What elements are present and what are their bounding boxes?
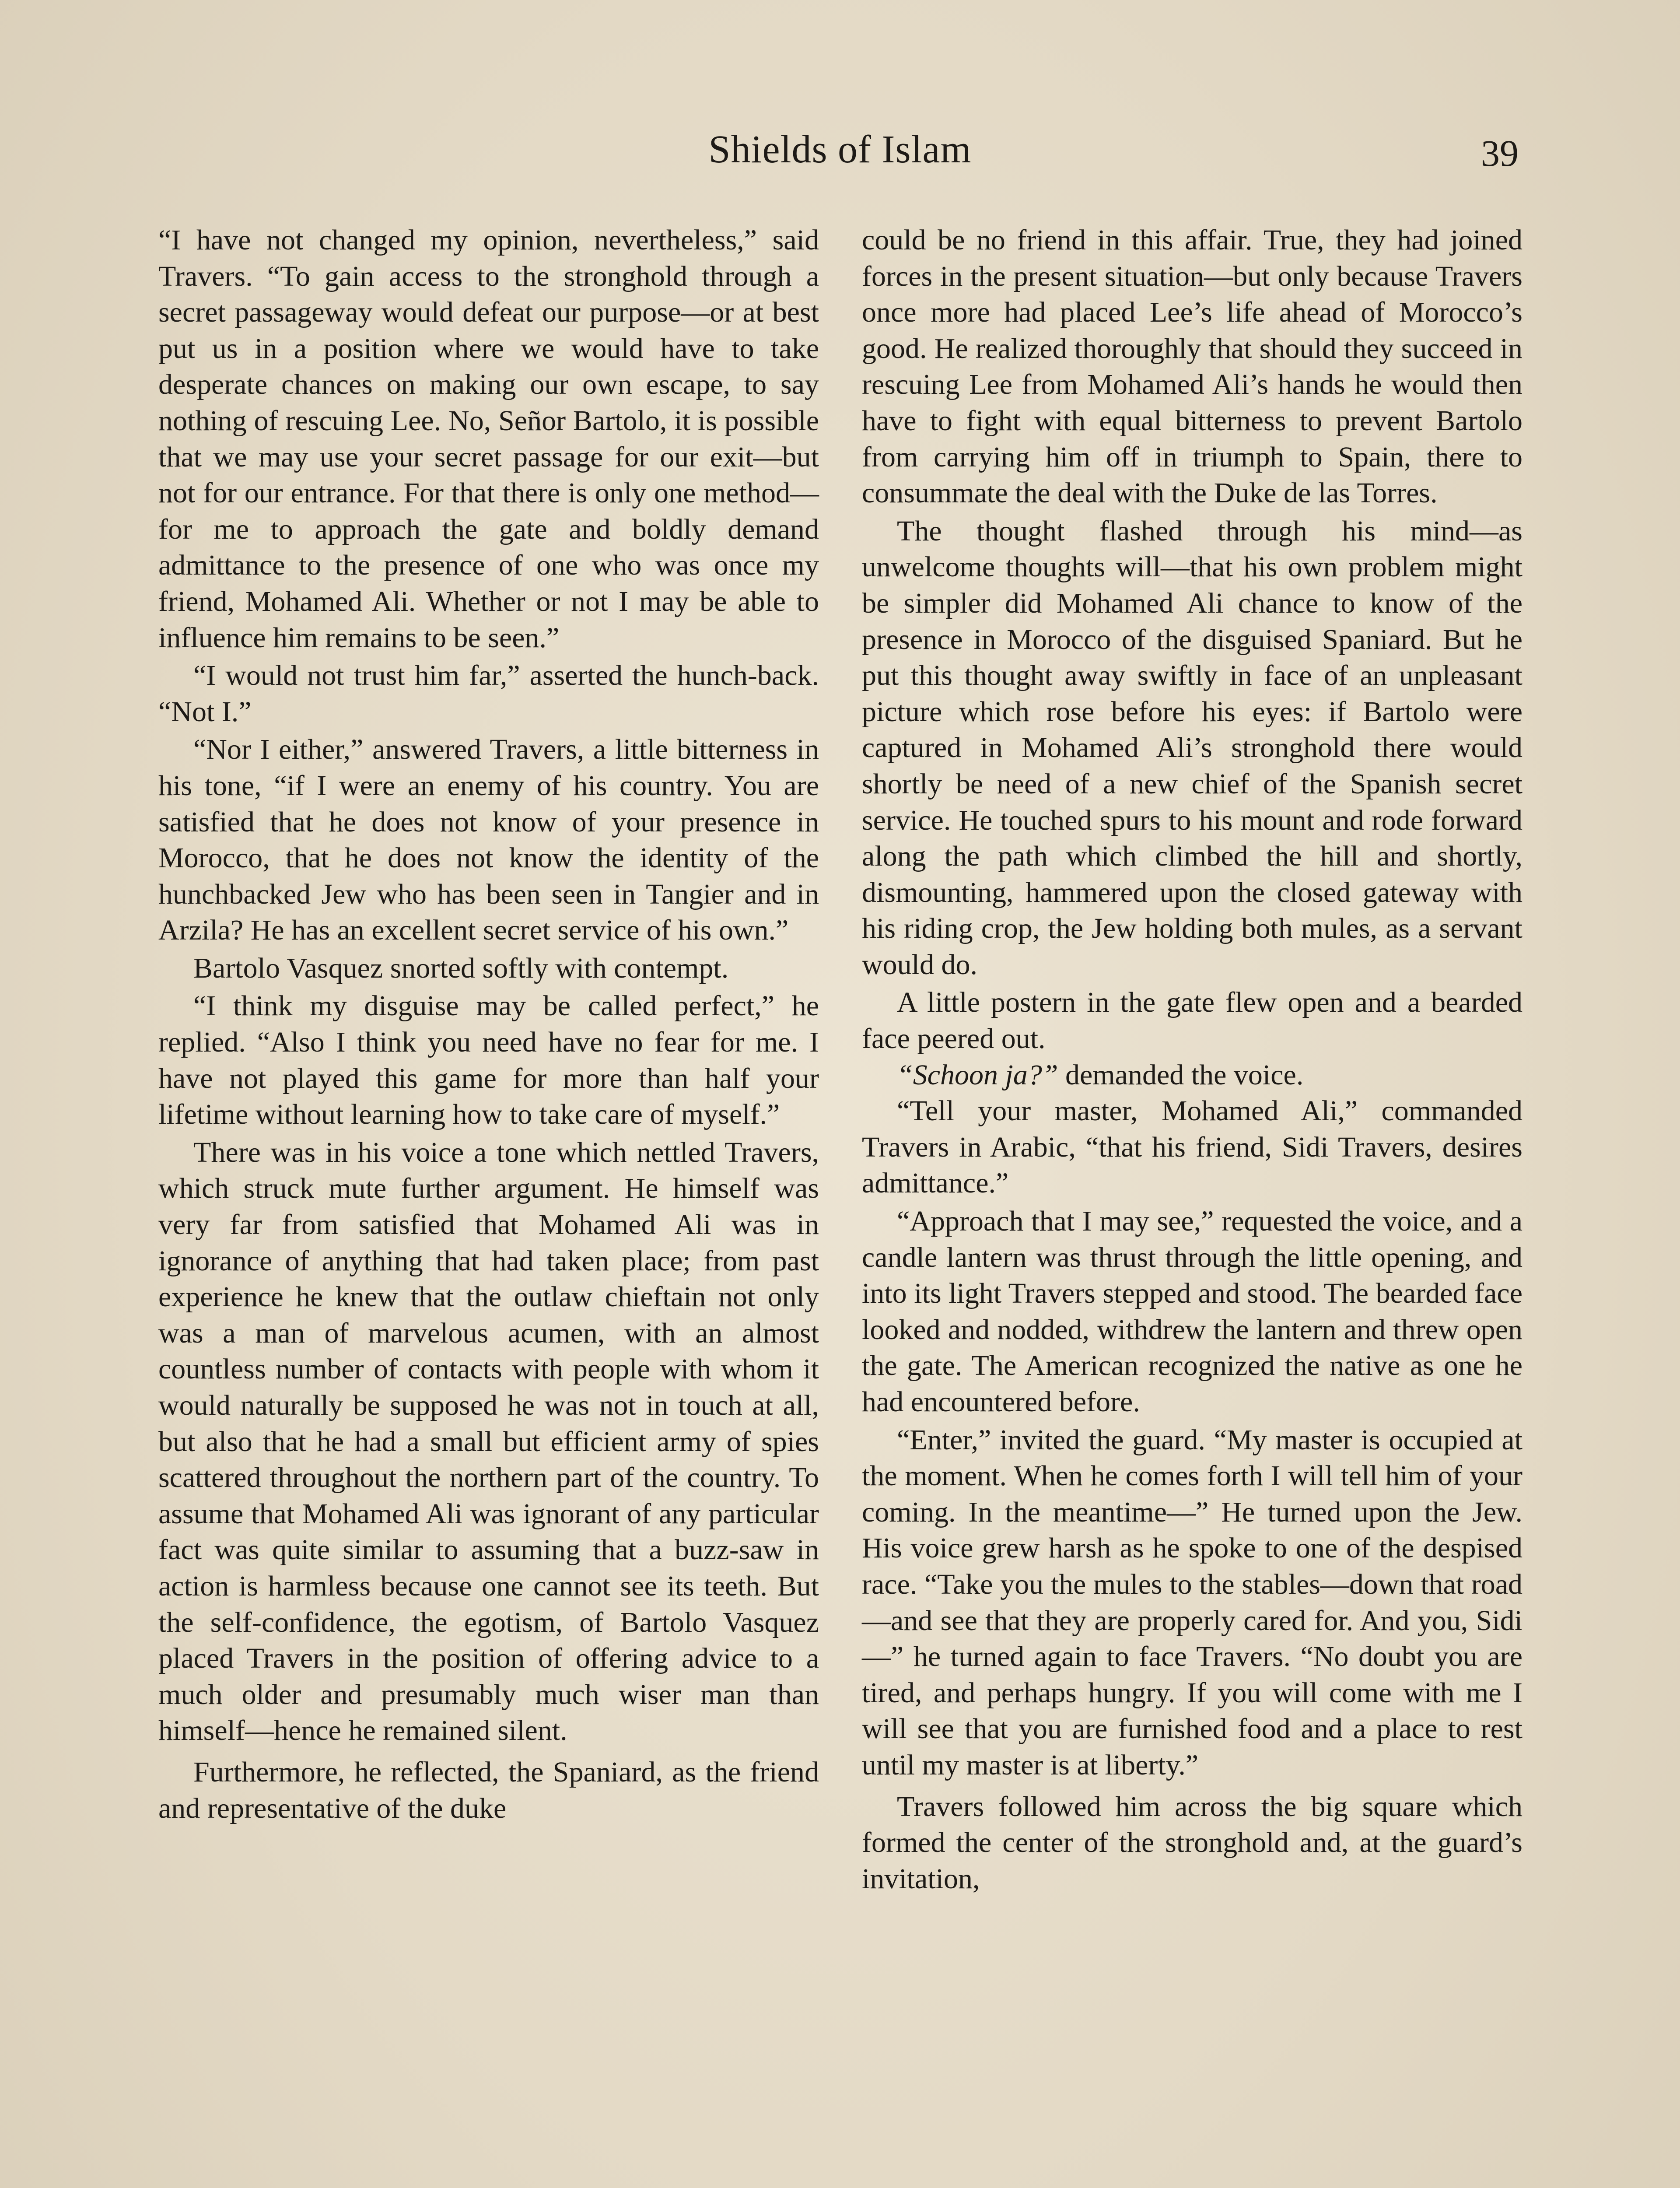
paragraph-text: demanded the voice. — [1058, 1059, 1304, 1091]
paragraph — [862, 1057, 1522, 1094]
paragraph: A little postern in the gate flew open and a bearded face peered out. — [862, 986, 1522, 1055]
left-column — [158, 222, 819, 1827]
paragraph: “Nor I either,” answered Travers, a little bitterness in his tone, “if I were an enemy of his country. You are satisfied that he does not know of your presence in Morocco, that he does not know the identity of the hunchbacked Jew who has been seen in Tangier and in Arzila? He has an excellent secret service of his own.” — [158, 733, 819, 947]
right-column — [862, 222, 1522, 1897]
paragraph: “I have not changed my opinion, nevertheless,” said Travers. “To gain access to the stronghold through a secret passageway would defeat our purpose—or at best put us in a position where we would have to take desperate chances on making our own escape, to say nothing of rescuing Lee. No, Señor Bartolo, it is possible that we may use your secret passage for our exit—but not for our entrance. For that there is only one method—for me to approach the gate and boldly demand admittance to the presence of one who was once my friend, Mohamed Ali. Whether or not I may be able to influence him remains to be seen.” — [158, 224, 819, 654]
paragraph: “Enter,” invited the guard. “My master is occupied at the moment. When he comes forth I will tell him of your coming. In the meantime—” He turned upon the Jew. His voice grew harsh as he spoke to one of the despised race. “Take you the mules to the stables—down that road—and see that they are properly cared for. And you, Sidi—” he turned again to face Travers. “No doubt you are tired, and perhaps hungry. If you will come with me I will see that you are furnished food and a place to rest until my master is at liberty.” — [862, 1424, 1522, 1781]
paragraph: There was in his voice a tone which nettled Travers, which struck mute further argument. He himself was very far from satisfied that Mohamed Ali was in ignorance of anything that had taken place; from past experience he knew that the outlaw chieftain not only was a man of marvelous acumen, with an almost countless number of contacts with people with whom it would naturally be supposed he was not in touch at all, but also that he had a small but efficient army of spies scattered throughout the northern part of the country. To assume that Mohamed Ali was ignorant of any particular fact was quite similar to assuming that a buzz-saw in action is harmless because one cannot see its teeth. But the self-confidence, the egotism, of Bartolo Vasquez placed Travers in the position of offering advice to a much older and presumably much wiser man than himself—hence he remained silent. — [158, 1136, 819, 1747]
paragraph: “Approach that I may see,” requested the voice, and a candle lantern was thrust through the little opening, and into its light Travers stepped and stood. The bearded face looked and nodded, withdrew the lantern and threw open the gate. The American recognized the native as one he had encountered before. — [862, 1205, 1522, 1418]
paragraph: “I think my disguise may be called perfect,” he replied. “Also I think you need have no fear for me. I have not played this game for more than half your lifetime without learning how to take care of myself.” — [158, 990, 819, 1131]
paragraph: The thought flashed through his mind—as unwelcome thoughts will—that his own problem might be simpler did Mohamed Ali chance to know of the presence in Morocco of the disguised Spaniard. But he put this thought away swiftly in face of an unpleasant picture which rose before his eyes: if Bartolo were captured in Mohamed Ali’s stronghold there would shortly be need of a new chief of the Spanish secret service. He touched spurs to his mount and rode forward along the path which climbed the hill and shortly, dismounting, hammered upon the closed gateway with his riding crop, the Jew holding both mules, as a servant would do. — [862, 515, 1522, 981]
paragraph: “Tell your master, Mohamed Ali,” commanded Travers in Arabic, “that his friend, Sidi Travers, desires admittance.” — [862, 1095, 1522, 1199]
running-title: Shields of Islam — [708, 128, 972, 171]
paragraph: “I would not trust him far,” asserted the hunch-back. “Not I.” — [158, 659, 819, 728]
paragraph: Bartolo Vasquez snorted softly with contempt. — [193, 952, 729, 984]
paragraph: Travers followed him across the big square which formed the center of the stronghold and, at the guard’s invitation, — [862, 1790, 1522, 1895]
paragraph: could be no friend in this affair. True, they had joined forces in the present situation—but only because Travers once more had placed Lee’s life ahead of Morocco’s good. He realized thoroughly that should they succeed in rescuing Lee from Mohamed Ali’s hands he would then have to fight with equal bitterness to prevent Bartolo from carrying him off in triumph to Spain, there to consummate the deal with the Duke de las Torres. — [862, 224, 1522, 509]
paragraph: Furthermore, he reflected, the Spaniard, as the friend and representative of the duke — [158, 1756, 819, 1824]
italic-phrase: “Schoon ja?” — [897, 1059, 1058, 1091]
page-number: 39 — [1481, 132, 1519, 174]
